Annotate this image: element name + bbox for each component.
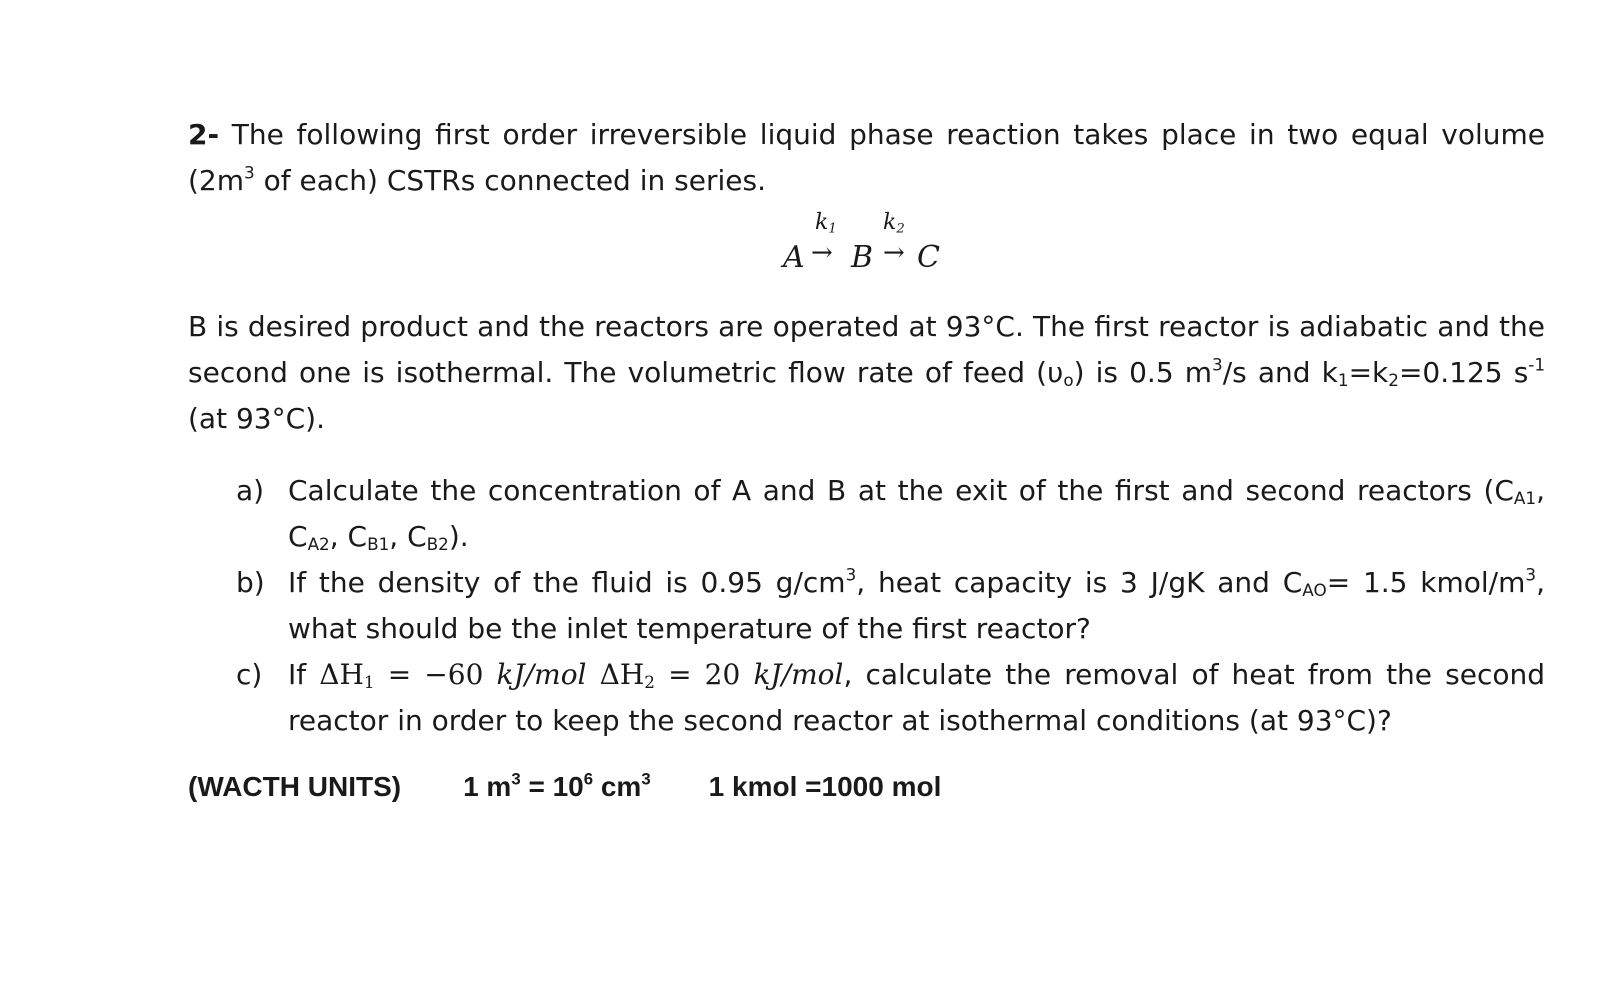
part-a-text-3: , C <box>329 520 368 553</box>
part-b-text-2: , heat capacity is 3 J/gK and C <box>856 566 1303 599</box>
conditions-text-2: ) is 0.5 m <box>1073 356 1213 389</box>
sub-question-marker: a) <box>236 474 265 507</box>
part-b-text-3: = 1.5 kmol/m <box>1326 566 1526 599</box>
nu-subscript: o <box>1063 370 1074 391</box>
part-c-text-2: , calculate the removal of heat from the second reactor in order to keep the second reactor at isothermal conditions (at 93°C)? <box>288 658 1546 737</box>
conditions-text-6: (at 93°C). <box>188 402 325 435</box>
intro-sup: 3 <box>244 162 255 183</box>
enthalpy-expression <box>319 658 843 691</box>
part-b-sup-2: 3 <box>1525 564 1537 585</box>
part-c-text-1: If <box>288 658 320 691</box>
arrow-2: → <box>883 238 905 268</box>
sub-question-marker: b) <box>236 566 265 599</box>
delta-h2: ΔH <box>586 658 645 691</box>
units-footer <box>188 764 1545 810</box>
part-a-text-4: , C <box>389 520 427 553</box>
part-a-text-5: ). <box>448 520 469 553</box>
conditions-text-4: =k <box>1348 356 1389 389</box>
sub-question-a <box>188 468 1545 560</box>
rate-constant-k2: $k_2$ <box>883 210 905 237</box>
arrow-1: → <box>811 238 833 268</box>
conditions-text-5: =0.125 s <box>1398 356 1529 389</box>
species-a: A <box>783 240 805 275</box>
sub-question-c <box>188 652 1545 744</box>
conditions-sup-1: 3 <box>1212 354 1223 375</box>
delta-h1-value: = −60 <box>374 658 497 691</box>
rate-constant-k1: $k_1$ <box>815 210 837 237</box>
part-b-sub-1: AO <box>1302 580 1327 601</box>
intro-text: The following first order irreversible liquid phase reaction takes place in two equal volume (2m <box>188 118 1545 197</box>
part-a-sub-3: B1 <box>367 534 390 555</box>
delta-h1: ΔH <box>319 658 364 691</box>
conditions-paragraph <box>188 304 1545 442</box>
conditions-sup-2: -1 <box>1528 354 1546 375</box>
reaction-scheme <box>783 208 963 278</box>
part-b-sup-1: 3 <box>845 564 857 585</box>
part-b-text-1: If the density of the fluid is 0.95 g/cm <box>288 566 846 599</box>
delta-h2-value: = 20 <box>654 658 754 691</box>
delta-h2-sub: 2 <box>644 672 655 693</box>
question-intro <box>188 112 1545 204</box>
part-a-text-2: , C <box>288 474 1545 553</box>
question-block <box>188 112 1545 810</box>
conditions-text-1: B is desired product and the reactors are operated at 93°C. The first reactor is adiabatic and the second one is isothermal. The volumetric flow rate of feed (υ <box>188 310 1545 389</box>
conversion-moles: 1 kmol =1000 mol <box>708 771 942 802</box>
part-b-text-4: , what should be the inlet temperature of the first reactor? <box>288 566 1545 645</box>
k1-subscript: 1 <box>1337 370 1349 391</box>
part-a-sub-2: A2 <box>307 534 330 555</box>
conversion-volume: 1 $m^3 = 10^6$ $cm^3$ <box>463 769 651 802</box>
delta-h1-sub: 1 <box>363 672 375 693</box>
sub-question-b <box>188 560 1545 652</box>
delta-h1-unit: kJ/mol <box>496 658 587 691</box>
delta-h2-unit: kJ/mol <box>753 658 844 691</box>
units-note: (WACTH UNITS) <box>188 771 402 802</box>
reaction-equation <box>188 208 1545 278</box>
part-a-text-1: Calculate the concentration of A and B at the exit of the first and second reactors (C <box>288 474 1514 507</box>
species-b: B <box>851 240 874 275</box>
conditions-text-3: /s and k <box>1222 356 1338 389</box>
part-a-sub-4: B2 <box>426 534 449 555</box>
sub-question-list <box>188 468 1545 744</box>
question-number: 2- <box>188 118 220 151</box>
k2-subscript: 2 <box>1388 370 1399 391</box>
intro-text-2: of each) CSTRs connected in series. <box>254 164 766 197</box>
species-c: C <box>917 240 940 275</box>
sub-question-marker: c) <box>236 658 263 691</box>
part-a-sub-1: A1 <box>1513 488 1537 509</box>
